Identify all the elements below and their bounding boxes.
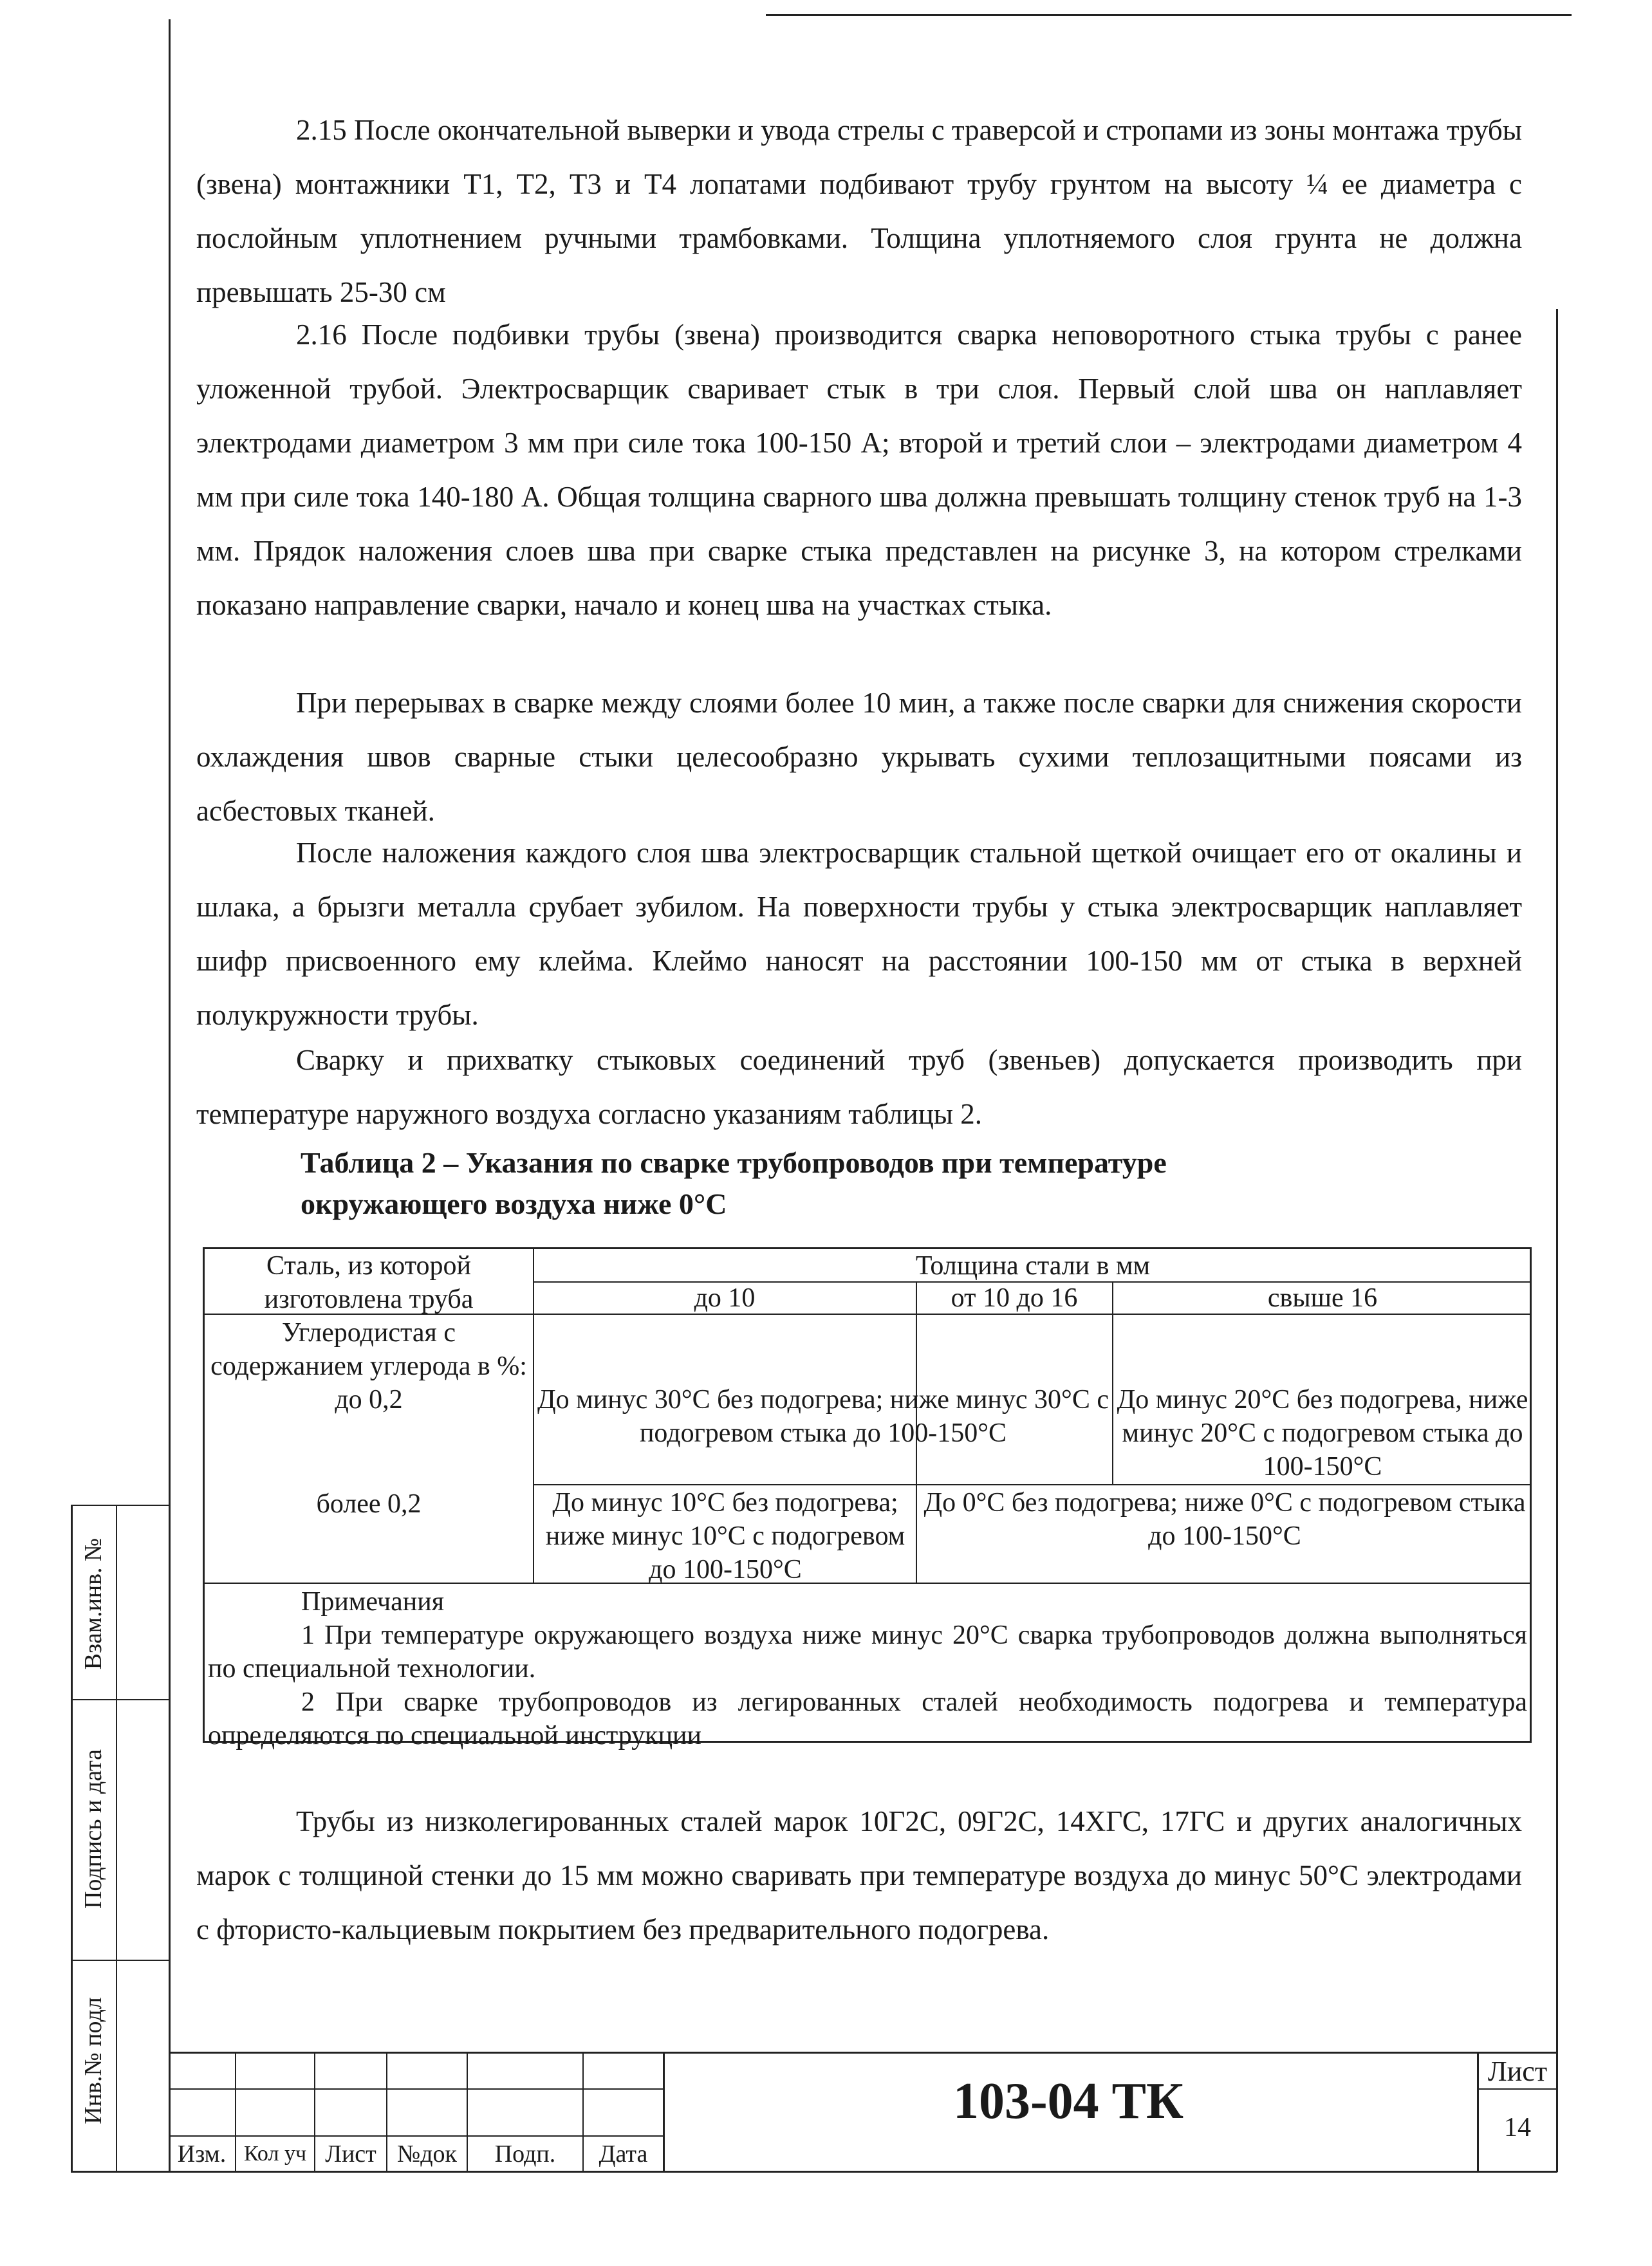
margin-line <box>116 1505 117 2172</box>
sheet-label: Лист <box>1487 2056 1548 2087</box>
welding-table <box>203 1247 1532 1751</box>
left-frame-line <box>169 19 171 2172</box>
table-rule <box>533 1484 1532 1485</box>
stamp-rule <box>169 2088 664 2090</box>
notes-title: Примечания <box>301 1587 445 1617</box>
cell-more-0-2-thick: До 0°С без подогрева; ниже 0°С с подогревом стыка до 100-150°С <box>923 1488 1526 1551</box>
stamp-izm: Изм. <box>177 2141 227 2168</box>
head-thickness: Толщина стали в мм <box>915 1251 1151 1281</box>
row-up-to-0-2: до 0,2 <box>335 1385 403 1415</box>
table-title-line1: Таблица 2 – Указания по сварке трубопроводов при температуре <box>301 1146 1167 1179</box>
row-carbon-label: Углеродистая с содержанием углерода в %: <box>210 1318 527 1381</box>
stamp-podp: Подп. <box>494 2141 556 2168</box>
note-2: 2 При сварке трубопроводов из легированных сталей необходимость подогрева и температура определяются по специальной инструкции <box>208 1687 1527 1751</box>
right-frame-line <box>1556 309 1558 2172</box>
stamp-rule <box>169 2135 664 2137</box>
col-up-to-10: до 10 <box>694 1283 756 1313</box>
table-title-line2: окружающего воздуха ниже 0°С <box>301 1187 727 1220</box>
bottom-frame-line <box>71 2171 1557 2173</box>
head-steel: Сталь, из которой изготовлена труба <box>264 1251 474 1314</box>
margin-vzam-label: Взам.инв. № <box>80 1537 107 1670</box>
stamp-rule <box>169 2052 1557 2054</box>
col-10-to-16: от 10 до 16 <box>951 1283 1078 1313</box>
stamp-data: Дата <box>599 2141 648 2168</box>
margin-line <box>71 1505 73 2172</box>
stamp-rule <box>1477 2088 1557 2090</box>
stamp-ndok: №док <box>396 2141 458 2168</box>
paragraph-low-alloy: Трубы из низколегированных сталей марок 10Г2С, 09Г2С, 14ХГС, 17ГС и других аналогичных марок с толщиной стенки до 15 мм можно сваривать при температуре воздуха до минус 50°С электродами с фтористо-кальциевым покрытием без предварительного подогрева. <box>196 1805 1522 1946</box>
document-code: 103-04 ТК <box>952 2073 1183 2130</box>
stamp-kol: Кол уч <box>243 2142 307 2166</box>
margin-podpis-label: Подпись и дата <box>80 1749 107 1909</box>
paragraph-2-16: 2.16 После подбивки трубы (звена) производится сварка неповоротного стыка трубы с ранее уложенной трубой. Электросварщик сваривает стык в три слоя. Первый слой шва он наплавляет электродами диаметром 3 мм при силе тока 100-150 А; второй и третий слои – электродами диаметром 4 мм при силе тока 140-180 А. Общая толщина сварного шва должна превышать толщину стенок труб на 1-3 мм. Прядок наложения слоев шва при сварке стыка представлен на рисунке 3, на котором стрелками показано направление сварки, начало и конец шва на участках стыка. <box>196 319 1522 621</box>
note-1: 1 При температуре окружающего воздуха ниже минус 20°С сварка трубопроводов должна выполняться по специальной технологии. <box>208 1621 1527 1684</box>
paragraph-breaks: При перерывах в сварке между слоями более 10 мин, а также после сварки для снижения скорости охлаждения швов сварные стыки целесообразно укрывать сухими теплозащитными поясами из асбестовых тканей. <box>196 687 1522 827</box>
margin-line <box>71 1699 170 1700</box>
cell-up-to-0-2-thin: До минус 30°С без подогрева; ниже минус 30°С с подогревом стыка до 100-150°С <box>537 1385 1109 1448</box>
top-rule <box>766 14 1572 16</box>
sheet-number: 14 <box>1504 2113 1531 2142</box>
margin-inv-label: Инв.№ подл <box>80 1997 107 2124</box>
margin-line <box>71 1505 170 1506</box>
table-title <box>301 1142 1167 1225</box>
margin-line <box>71 1960 170 1961</box>
row-more-0-2: более 0,2 <box>316 1489 422 1519</box>
paragraph-2-15: 2.15 После окончательной выверки и увода стрелы с траверсой и стропами из зоны монтажа трубы (звена) монтажники Т1, Т2, Т3 и Т4 лопатами подбивают трубу грунтом на высоту ¼ ее диаметра с послойным уплотнением ручными трамбовками. Толщина уплотняемого слоя грунта не должна превышать 25-30 см <box>196 114 1522 308</box>
paragraph-tack-welding: Сварку и прихватку стыковых соединений труб (звеньев) допускается производить при температуре наружного воздуха согласно указаниям таблицы 2. <box>196 1044 1522 1130</box>
col-over-16: свыше 16 <box>1267 1283 1378 1313</box>
cell-up-to-0-2-thick: До минус 20°С без подогрева, ниже минус 20°С с подогревом стыка до 100-150°С <box>1117 1385 1528 1481</box>
stamp-list: Лист <box>325 2141 376 2168</box>
paragraph-layer-cleaning: После наложения каждого слоя шва электросварщик стальной щеткой очищает его от окалины и шлака, а брызги металла срубает зубилом. На поверхности трубы у стыка электросварщик наплавляет шифр присвоенного ему клейма. Клеймо наносят на расстоянии 100-150 мм от стыка в верхней полукружности трубы. <box>196 837 1522 1031</box>
cell-more-0-2-thin: До минус 10°С без подогрева; ниже минус 10°С с подогревом до 100-150°С <box>545 1488 905 1584</box>
